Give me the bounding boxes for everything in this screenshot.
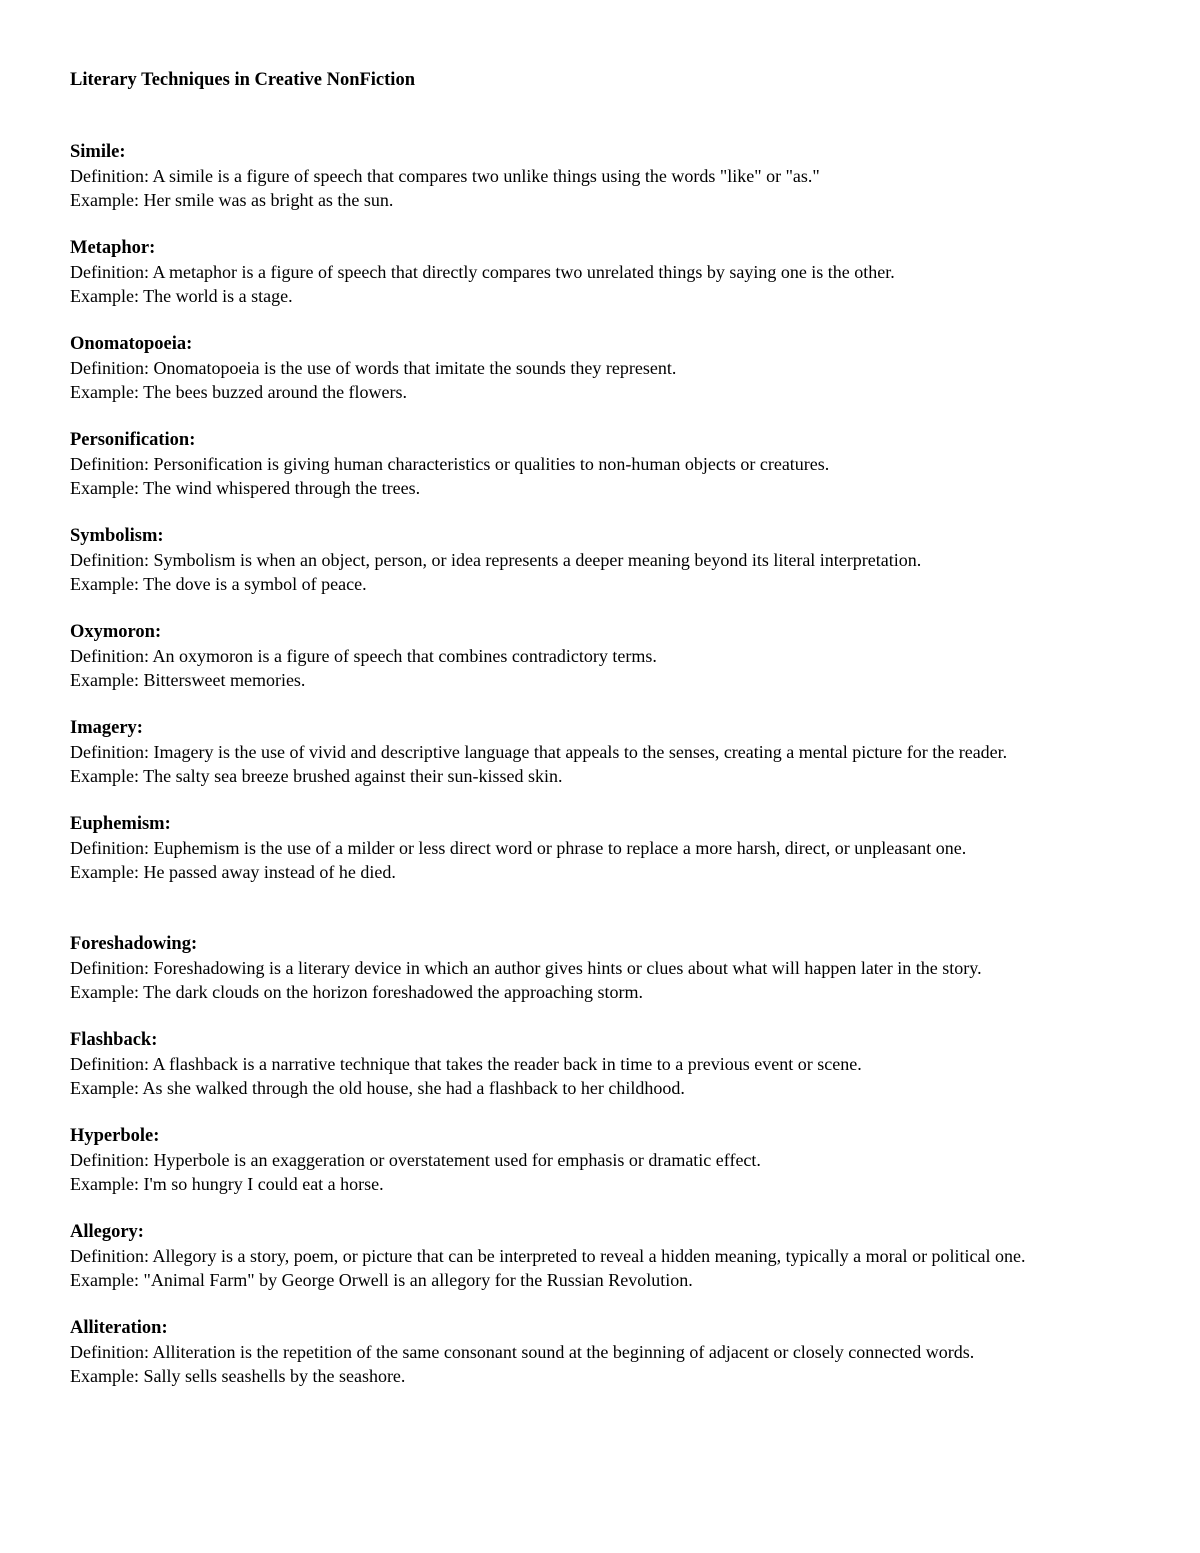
- term-definition: Definition: A metaphor is a figure of speech that directly compares two unrelated things by saying one is the other.: [70, 262, 895, 282]
- term-definition: Definition: An oxymoron is a figure of speech that combines contradictory terms.: [70, 646, 657, 666]
- term-example: Example: The wind whispered through the trees.: [70, 478, 421, 498]
- term-symbolism: [70, 524, 1160, 596]
- term-heading: Flashback:: [70, 1030, 158, 1050]
- term-definition: Definition: Imagery is the use of vivid and descriptive language that appeals to the senses, creating a mental picture for the reader.: [70, 742, 1008, 762]
- term-definition: Definition: Allegory is a story, poem, or picture that can be interpreted to reveal a hidden meaning, typically a moral or political one.: [70, 1246, 1026, 1266]
- term-oxymoron: [70, 620, 1160, 692]
- term-heading: Personification:: [70, 430, 196, 450]
- term-definition: Definition: A simile is a figure of speech that compares two unlike things using the words "like" or "as.": [70, 166, 820, 186]
- document-page: [70, 68, 1160, 1412]
- term-example: Example: Bittersweet memories.: [70, 670, 306, 690]
- term-example: Example: As she walked through the old house, she had a flashback to her childhood.: [70, 1078, 685, 1098]
- term-heading: Allegory:: [70, 1222, 144, 1242]
- term-example: Example: The salty sea breeze brushed against their sun-kissed skin.: [70, 766, 563, 786]
- term-heading: Foreshadowing:: [70, 934, 198, 954]
- term-example: Example: The world is a stage.: [70, 286, 293, 306]
- term-alliteration: [70, 1316, 1160, 1388]
- term-heading: Onomatopoeia:: [70, 334, 193, 354]
- term-heading: Metaphor:: [70, 238, 156, 258]
- term-heading: Hyperbole:: [70, 1126, 160, 1146]
- term-flashback: [70, 1028, 1160, 1100]
- term-definition: Definition: A flashback is a narrative technique that takes the reader back in time to a previous event or scene.: [70, 1054, 862, 1074]
- term-example: Example: The bees buzzed around the flowers.: [70, 382, 408, 402]
- term-example: Example: "Animal Farm" by George Orwell is an allegory for the Russian Revolution.: [70, 1270, 693, 1290]
- term-definition: Definition: Alliteration is the repetition of the same consonant sound at the beginning of adjacent or closely connected words.: [70, 1342, 975, 1362]
- page-title: Literary Techniques in Creative NonFiction: [70, 70, 415, 90]
- term-example: Example: Her smile was as bright as the sun.: [70, 190, 394, 210]
- term-simile: [70, 140, 1160, 212]
- term-imagery: [70, 716, 1160, 788]
- term-hyperbole: [70, 1124, 1160, 1196]
- term-definition: Definition: Symbolism is when an object, person, or idea represents a deeper meaning beyond its literal interpretation.: [70, 550, 922, 570]
- term-heading: Oxymoron:: [70, 622, 162, 642]
- term-heading: Imagery:: [70, 718, 143, 738]
- term-definition: Definition: Personification is giving human characteristics or qualities to non-human objects or creatures.: [70, 454, 830, 474]
- term-euphemism: [70, 812, 1160, 884]
- term-definition: Definition: Euphemism is the use of a milder or less direct word or phrase to replace a more harsh, direct, or unpleasant one.: [70, 838, 967, 858]
- term-allegory: [70, 1220, 1160, 1292]
- term-onomatopoeia: [70, 332, 1160, 404]
- term-metaphor: [70, 236, 1160, 308]
- term-heading: Simile:: [70, 142, 126, 162]
- term-example: Example: The dove is a symbol of peace.: [70, 574, 367, 594]
- term-definition: Definition: Foreshadowing is a literary device in which an author gives hints or clues about what will happen later in the story.: [70, 958, 982, 978]
- term-foreshadowing: [70, 932, 1160, 1004]
- term-heading: Alliteration:: [70, 1318, 168, 1338]
- term-personification: [70, 428, 1160, 500]
- term-definition: Definition: Hyperbole is an exaggeration or overstatement used for emphasis or dramatic effect.: [70, 1150, 761, 1170]
- term-definition: Definition: Onomatopoeia is the use of words that imitate the sounds they represent.: [70, 358, 677, 378]
- term-example: Example: I'm so hungry I could eat a horse.: [70, 1174, 384, 1194]
- term-heading: Euphemism:: [70, 814, 171, 834]
- term-example: Example: The dark clouds on the horizon foreshadowed the approaching storm.: [70, 982, 644, 1002]
- term-example: Example: Sally sells seashells by the seashore.: [70, 1366, 406, 1386]
- term-heading: Symbolism:: [70, 526, 164, 546]
- term-example: Example: He passed away instead of he died.: [70, 862, 396, 882]
